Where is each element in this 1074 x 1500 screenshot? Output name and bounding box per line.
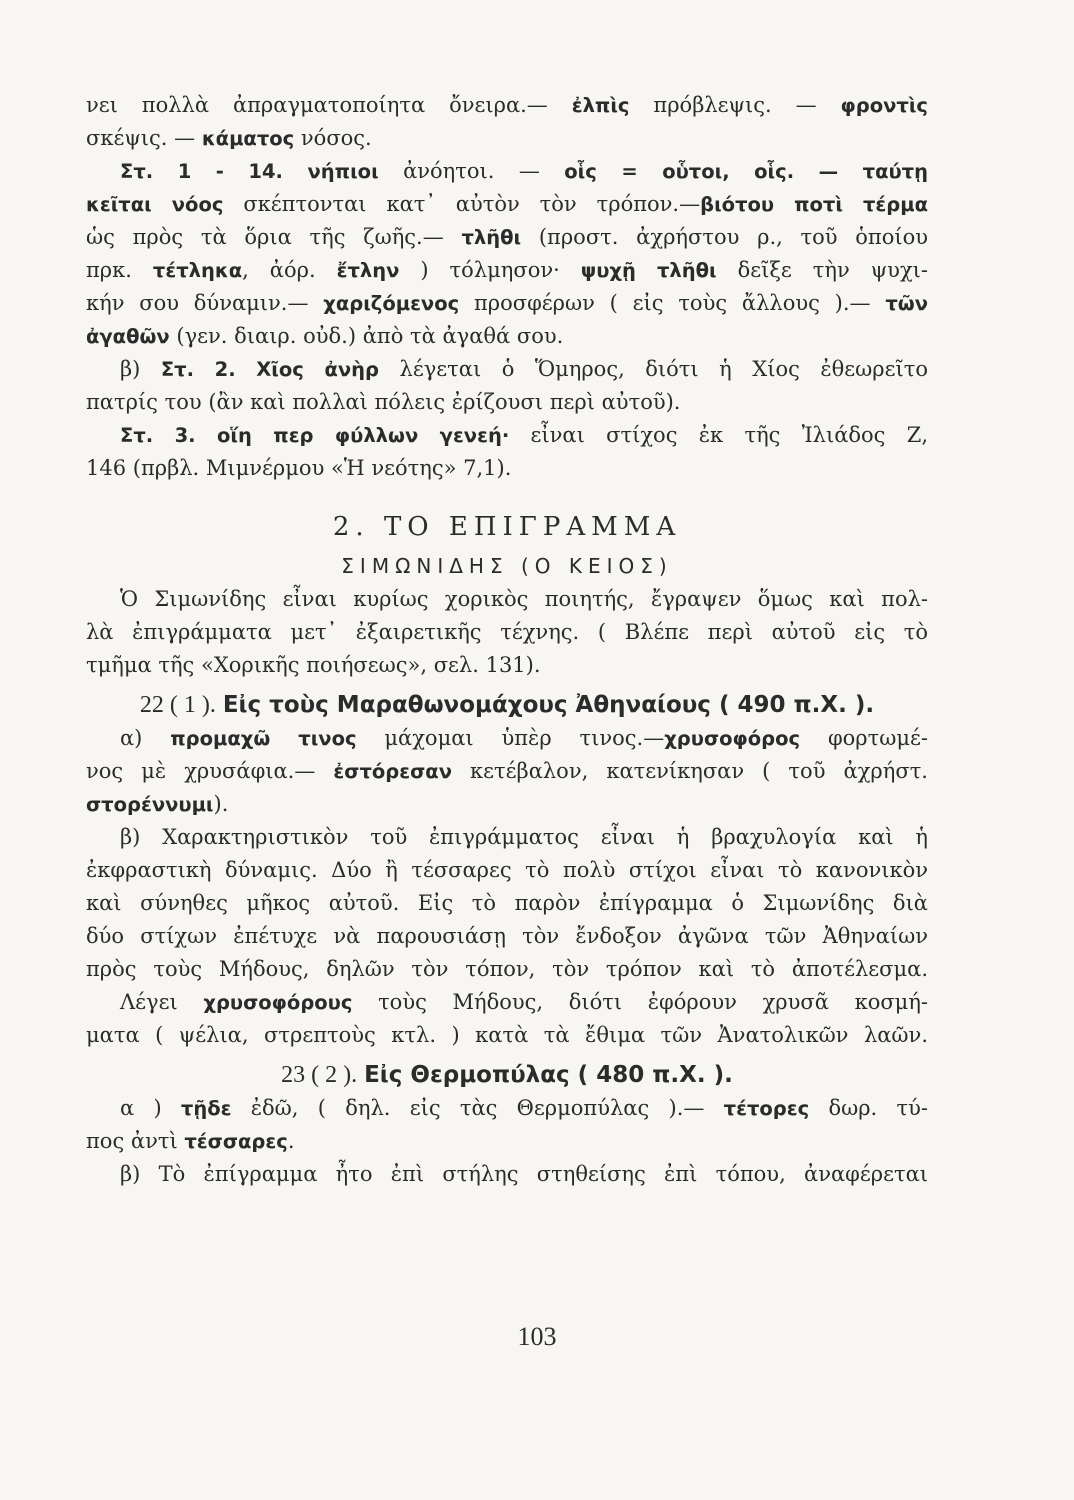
text-span: (γεν. διαιρ. οὐδ.) ἀπὸ τὰ ἀγαθά σου. xyxy=(169,324,564,348)
text-line xyxy=(86,323,928,356)
bold-term: ἔτλην xyxy=(336,259,400,282)
text-span: . xyxy=(287,1129,295,1153)
bold-term: ἐστόρεσαν xyxy=(333,760,452,783)
text-line xyxy=(86,989,928,1022)
text-line xyxy=(86,158,928,191)
text-line xyxy=(86,1128,928,1161)
text-span: ὡς πρὸς τὰ ὅρια τῆς ζωῆς.— xyxy=(86,225,462,249)
bold-term: κεῖται νόος xyxy=(86,193,224,216)
intro-paragraph xyxy=(86,586,928,685)
text-span: α) xyxy=(120,726,171,750)
text-span: νει πολλὰ ἀπραγματοποίητα ὄνειρα.— xyxy=(86,93,572,117)
bold-term: τέτληκα xyxy=(152,259,243,282)
page-number: 103 xyxy=(517,1322,557,1351)
bold-term: ἐλπὶς xyxy=(571,94,630,117)
text-line xyxy=(86,290,928,323)
text-line xyxy=(86,191,928,224)
text-span: τοὺς Μήδους, διότι ἐφόρουν χρυσᾶ κοσμή- xyxy=(352,990,929,1014)
text-span: α ) xyxy=(120,1096,181,1120)
epigram-title-22 xyxy=(86,685,928,725)
text-line xyxy=(86,652,928,685)
bold-term: κάματος xyxy=(201,127,295,150)
text-line xyxy=(86,857,928,890)
bold-term: τῶν xyxy=(885,292,928,315)
text-line xyxy=(86,125,928,158)
text-span: λὰ ἐπιγράμματα μετ᾽ ἐξαιρετικῆς τέχνης. ( Βλέπε περὶ αὐτοῦ εἰς τὸ xyxy=(86,620,928,644)
bold-term: τλῆθι xyxy=(461,226,522,249)
text-line xyxy=(86,257,928,290)
bold-term: φροντὶς xyxy=(840,94,928,117)
bold-term: τέσσαρες xyxy=(184,1130,288,1153)
text-span: β) xyxy=(120,357,161,381)
section-heading: 2. ΤΟ ΕΠΙΓΡΑΜΜΑ xyxy=(332,512,682,542)
text-span: νος μὲ χρυσάφια.— xyxy=(86,759,334,783)
text-line xyxy=(86,824,928,857)
bold-term: Στ. 2. Χῖος ἀνὴρ xyxy=(160,358,380,381)
text-span: ἐκφραστικὴ δύναμις. Δύο ἢ τέσσαρες τὸ πολὺ στίχοι εἶναι τὸ κανονικὸν xyxy=(86,858,928,882)
epigram-heading: Εἰς Θερμοπύλας ( 480 π.Χ. ). xyxy=(364,1062,733,1088)
text-line xyxy=(86,389,928,422)
text-line xyxy=(86,619,928,652)
text-span: πρὸς τοὺς Μήδους, δηλῶν τὸν τόπον, τὸν τρόπον καὶ τὸ ἀποτέλεσμα. xyxy=(86,957,928,981)
text-span: καὶ σύνηθες μῆκος αὐτοῦ. Εἰς τὸ παρὸν ἐπίγραμμα ὁ Σιμωνίδης διὰ xyxy=(86,891,928,915)
epigram-number: 22 ( 1 ). xyxy=(139,692,216,718)
text-line xyxy=(86,890,928,923)
text-span: πρόβλεψις. — xyxy=(629,93,841,117)
bold-term: χρυσοφόρος xyxy=(664,727,801,750)
text-span: Ὁ Σιμωνίδης εἶναι κυρίως χορικὸς ποιητής, ἔγραψεν ὅμως καὶ πολ- xyxy=(120,587,928,611)
page-body xyxy=(86,92,928,1194)
bold-term: ψυχῇ τλῆθι xyxy=(580,259,717,282)
bold-term: βιότου ποτὶ τέρμα xyxy=(700,193,928,216)
text-span: ἀνόητοι. — xyxy=(378,159,565,183)
bold-term: οἷς = οὗτοι, οἷς. — ταύτῃ xyxy=(564,160,928,183)
epigram-heading: Εἰς τοὺς Μαραθωνομάχους Ἀθηναίους ( 490 π.Χ. ). xyxy=(222,692,875,718)
bold-term: τέτορες xyxy=(723,1097,810,1120)
text-span: σκέπτονται κατ᾽ αὐτὸν τὸν τρόπον.— xyxy=(223,192,701,216)
bold-term: στορέννυμι xyxy=(86,793,214,816)
text-span: δύο στίχων ἐπέτυχε νὰ παρουσιάσῃ τὸν ἔνδοξον ἀγῶνα τῶν Ἀθηναίων xyxy=(86,924,928,948)
epigram-number: 23 ( 2 ). xyxy=(281,1062,358,1088)
bold-term: Στ. 1 - 14. νήπιοι xyxy=(120,160,379,183)
text-line xyxy=(86,758,928,791)
text-span: ματα ( ψέλια, στρεπτοὺς κτλ. ) κατὰ τὰ ἔθιμα τῶν Ἀνατολικῶν λαῶν. xyxy=(86,1023,928,1047)
bold-term: ἀγαθῶν xyxy=(86,325,170,348)
text-span: εἶναι στίχος ἐκ τῆς Ἰλιάδος Ζ, xyxy=(509,423,929,447)
text-line xyxy=(86,923,928,956)
text-span: κήν σου δύναμιν.— xyxy=(86,291,324,315)
commentary-block-23 xyxy=(86,1095,928,1194)
epigram-title-23 xyxy=(86,1055,928,1095)
text-span: β) Τὸ ἐπίγραμμα ἦτο ἐπὶ στήλης στηθείσης ἐπὶ τόπου, ἀναφέρεται xyxy=(120,1162,928,1186)
text-span: λέγεται ὁ Ὅμηρος, διότι ἡ Χίος ἐθεωρεῖτο xyxy=(379,357,928,381)
text-line xyxy=(86,586,928,619)
text-span: φορτωμέ- xyxy=(800,726,929,750)
text-line xyxy=(86,725,928,758)
text-span: κετέβαλον, κατενίκησαν ( τοῦ ἀχρήστ. xyxy=(451,759,928,783)
bold-term: χαριζόμενος xyxy=(323,292,460,315)
text-span: δεῖξε τὴν ψυχι- xyxy=(716,258,928,282)
commentary-block-1 xyxy=(86,92,928,488)
text-span: β) Χαρακτηριστικὸν τοῦ ἐπιγράμματος εἶναι ἡ βραχυλογία καὶ ἡ xyxy=(120,825,928,849)
section-subheading: ΣΙΜΩΝΙΔΗΣ (Ο ΚΕΙΟΣ) xyxy=(341,554,673,578)
text-line xyxy=(86,455,928,488)
text-span: , ἀόρ. xyxy=(242,258,337,282)
text-span: μάχομαι ὑπὲρ τινος.— xyxy=(356,726,665,750)
commentary-block-22 xyxy=(86,725,928,1055)
text-span: πατρίς του (ἂν καὶ πολλαὶ πόλεις ἐρίζουσι περὶ αὐτοῦ). xyxy=(86,390,681,414)
text-line xyxy=(86,1095,928,1128)
text-line xyxy=(86,1161,928,1194)
text-span: ). xyxy=(213,792,229,816)
text-span: σκέψις. — xyxy=(86,126,202,150)
text-span: νόσος. xyxy=(294,126,372,150)
text-line xyxy=(86,356,928,389)
text-line xyxy=(86,956,928,989)
text-span: ἐδῶ, ( δηλ. εἰς τὰς Θερμοπύλας ).— xyxy=(231,1096,724,1120)
text-line xyxy=(86,224,928,257)
text-span: 146 (πρβλ. Μιμνέρμου «Ἡ νεότης» 7,1). xyxy=(86,456,512,480)
text-line xyxy=(86,1022,928,1055)
text-span: πρκ. xyxy=(86,258,153,282)
text-span: προσφέρων ( εἰς τοὺς ἄλλους ).— xyxy=(459,291,886,315)
text-span: δωρ. τύ- xyxy=(809,1096,928,1120)
text-span: ) τόλμησον· xyxy=(399,258,581,282)
text-line xyxy=(86,92,928,125)
text-span: πος ἀντὶ xyxy=(86,1129,185,1153)
bold-term: προμαχῶ τινος xyxy=(170,727,357,750)
bold-term: τῇδε xyxy=(180,1097,232,1120)
text-span: τμῆμα τῆς «Χορικῆς ποιήσεως», σελ. 131). xyxy=(86,653,541,677)
bold-term: Στ. 3. οἵη περ φύλλων γενεή· xyxy=(120,424,510,447)
text-span: (προστ. ἀχρήστου ρ., τοῦ ὁποίου xyxy=(521,225,928,249)
text-span: Λέγει xyxy=(120,990,204,1014)
bold-term: χρυσοφόρους xyxy=(203,991,353,1014)
text-line xyxy=(86,422,928,455)
text-line xyxy=(86,791,928,824)
